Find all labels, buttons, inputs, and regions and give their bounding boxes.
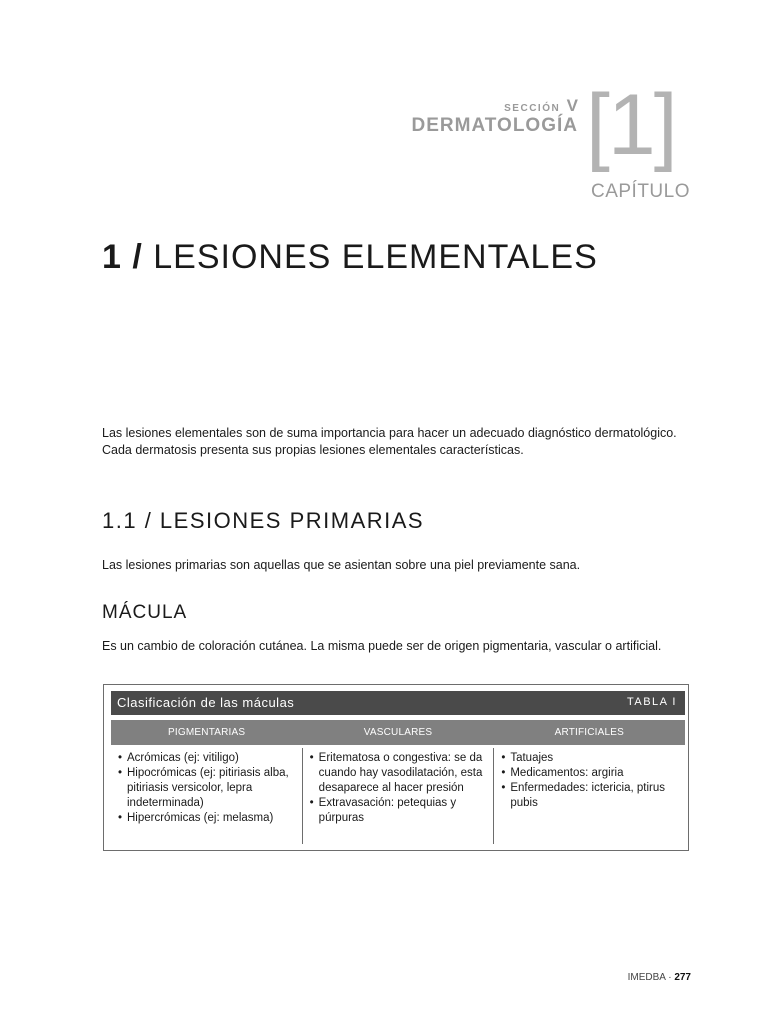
column-artificiales <box>493 748 685 844</box>
page-number: 277 <box>674 972 691 983</box>
list-item: • Enfermedades: ictericia, ptirus pubis <box>501 781 679 811</box>
table-header-row <box>111 720 685 745</box>
list-item: • Extravasación: petequias y púrpuras <box>310 796 488 826</box>
title-text: LESIONES ELEMENTALES <box>153 238 598 276</box>
classification-table <box>103 684 689 851</box>
page-footer <box>628 972 691 983</box>
column-pigmentarias <box>111 748 302 844</box>
chapter-number: [1] <box>586 77 676 173</box>
section-label <box>504 96 578 116</box>
section-heading-primarias: 1.1 / LESIONES PRIMARIAS <box>102 508 425 533</box>
column-header-vasculares: VASCULARES <box>363 727 433 738</box>
table-title: Clasificación de las máculas <box>117 695 295 710</box>
list-item: • Tatuajes <box>501 751 679 766</box>
page-title <box>102 238 598 277</box>
table-body <box>111 748 685 844</box>
column-header-artificiales: ARTIFICIALES <box>554 727 625 738</box>
primarias-paragraph: Las lesiones primarias son aquellas que se asientan sobre una piel previamente sana. <box>102 558 581 572</box>
list-item: • Acrómicas (ej: vitiligo) <box>118 751 296 766</box>
list-item: • Hipocrómicas (ej: pitiriasis alba, pitiriasis versicolor, lepra indeterminada) <box>118 766 296 811</box>
macula-paragraph: Es un cambio de coloración cutánea. La misma puede ser de origen pigmentaria, vascular o artificial. <box>102 639 662 653</box>
section-number: V <box>566 96 578 115</box>
section-word: SECCIÓN <box>504 103 561 114</box>
column-vasculares <box>302 748 494 844</box>
title-number: 1 / <box>102 238 143 276</box>
subheading-macula: MÁCULA <box>102 602 188 623</box>
specialty-title: DERMATOLOGÍA <box>411 115 578 136</box>
column-header-pigmentarias: PIGMENTARIAS <box>168 727 246 738</box>
intro-paragraph: Las lesiones elementales son de suma importancia para hacer un adecuado diagnóstico dermatológico. Cada dermatosis presenta sus propias lesiones elementales características. <box>102 426 677 457</box>
list-item: • Eritematosa o congestiva: se da cuando hay vasodilatación, esta desaparece al hacer presión <box>310 751 488 796</box>
chapter-word: CAPÍTULO <box>590 181 690 202</box>
footer-publisher: IMEDBA · <box>627 972 672 983</box>
list-item: • Medicamentos: argiria <box>501 766 679 781</box>
table-label: TABLA I <box>626 696 677 708</box>
table-title-bar <box>111 691 685 715</box>
list-item: • Hipercrómicas (ej: melasma) <box>118 811 296 826</box>
